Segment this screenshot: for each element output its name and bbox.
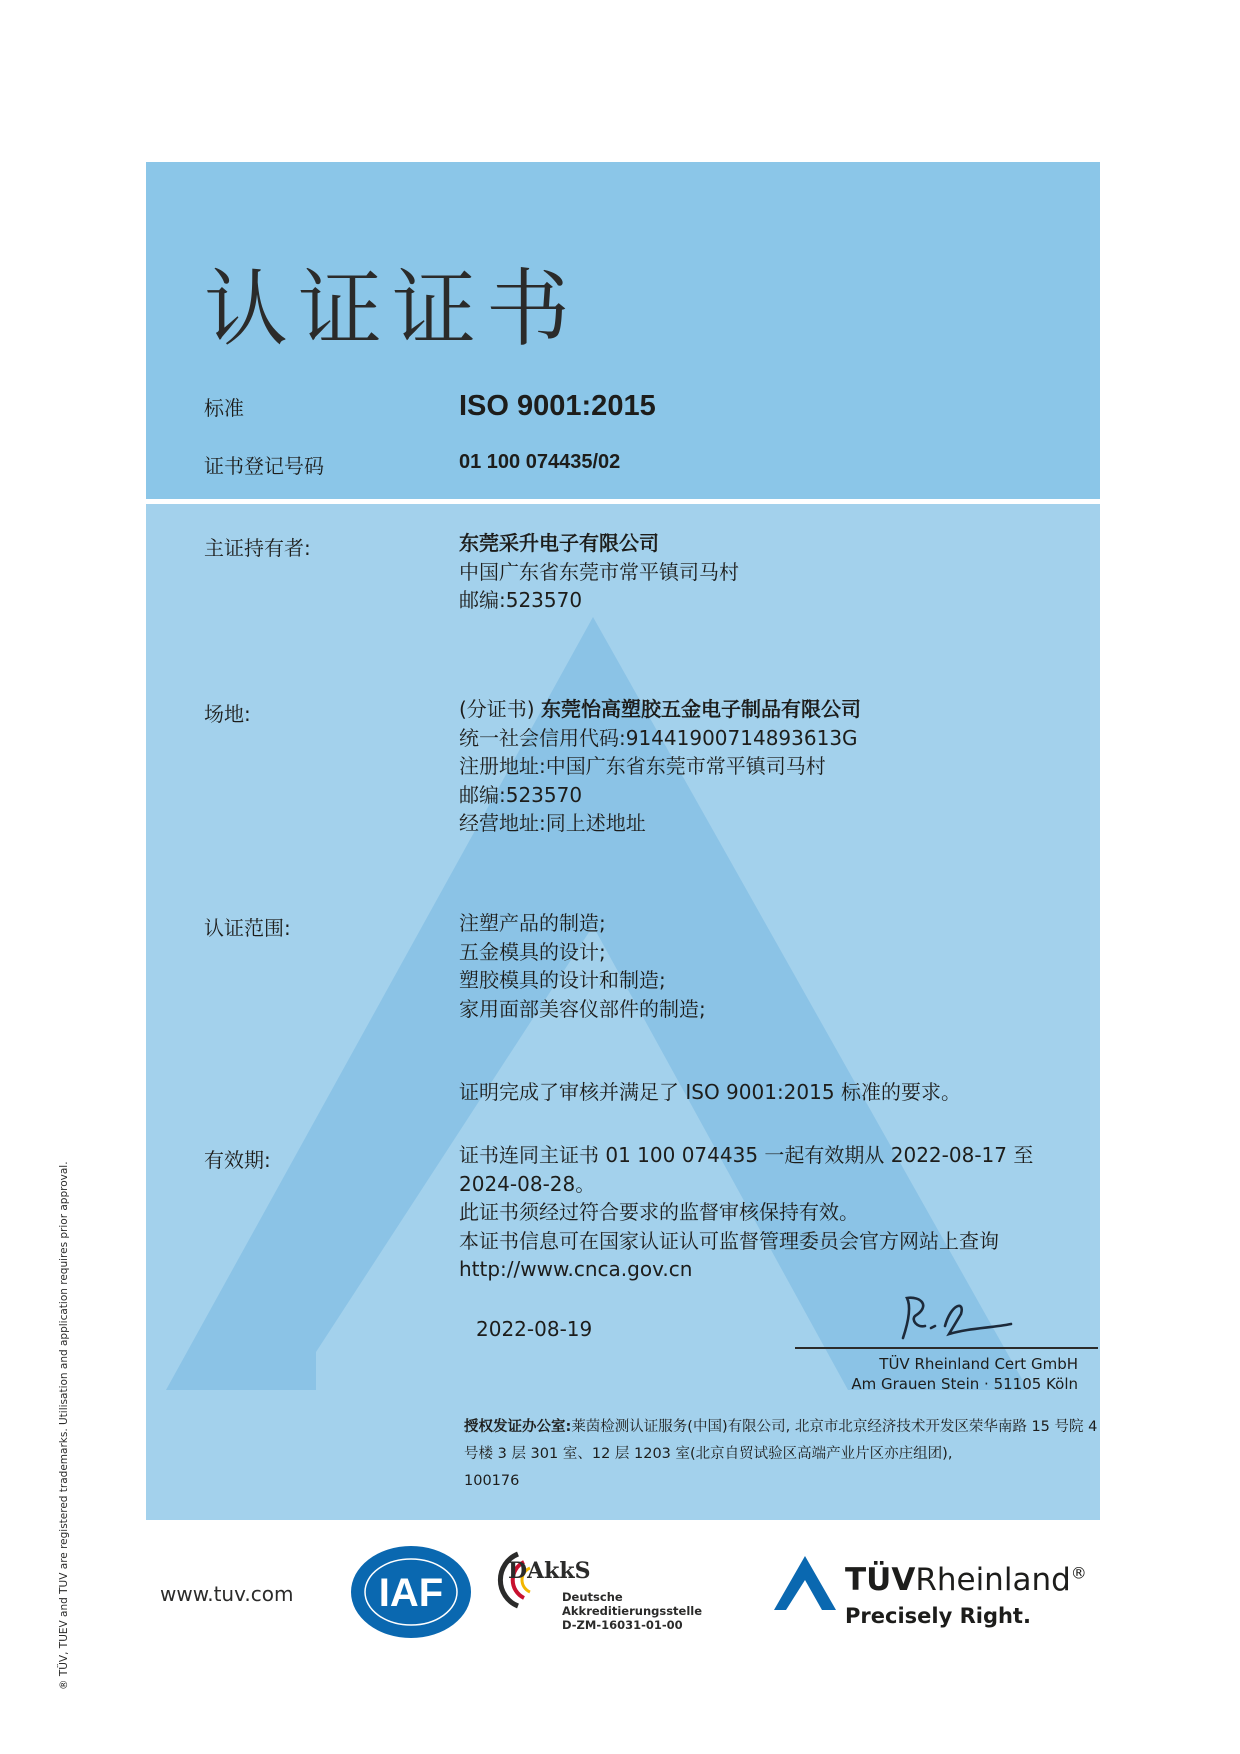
scope-label: 认证范围: [204,916,291,940]
site-label: 场地: [204,702,251,726]
scope-item: 塑胶模具的设计和制造; [459,968,666,992]
iaf-text: IAF [378,1571,444,1615]
validity-line: 此证书须经过符合要求的监督审核保持有效。 [459,1200,859,1224]
website-link[interactable]: www.tuv.com [160,1582,294,1606]
site-business-address: 经营地址:同上述地址 [459,811,646,835]
holder-block [459,529,739,615]
issue-date: 2022-08-19 [476,1317,593,1341]
dakks-subtitle [562,1590,702,1632]
dakks-line: Deutsche [562,1590,623,1604]
dakks-line: Akkreditierungsstelle [562,1604,703,1618]
holder-postcode: 邮编:523570 [459,588,583,612]
tuv-triangle-icon [772,1554,838,1612]
office-label: 授权发证办公室: [464,1419,572,1435]
dakks-wordmark: DAkkS [508,1558,591,1584]
dakks-code: D-ZM-16031-01-00 [562,1618,683,1632]
site-postcode: 邮编:523570 [459,782,583,807]
issuer-address: Am Grauen Stein · 51105 Köln [851,1375,1078,1393]
validity-line: 证书连同主证书 01 100 074435 一起有效期从 2022-08-17 至 [459,1143,1034,1167]
iaf-logo-icon [349,1544,473,1640]
validity-line: 本证书信息可在国家认证认可监督管理委员会官方网站上查询 [459,1228,999,1253]
office-text: 莱茵检测认证服务(中国)有限公司, 北京市北京经济技术开发区荣华南路 15 号院 4 号楼 3 层 301 室、12 层 1203 室(北京自贸试验区高端产业片区亦庄组团), [464,1419,1098,1462]
validity-line: 2024-08-28。 [459,1171,596,1196]
tuv-registered: ® [1070,1563,1087,1583]
tuv-word-bold: TÜV [845,1562,916,1598]
certificate-title: 认证证书 [204,260,581,358]
issuer-block [851,1354,1078,1394]
cnca-url: http://www.cnca.gov.cn [459,1257,693,1281]
compliance-statement: 证明完成了审核并满足了 ISO 9001:2015 标准的要求。 [459,1080,961,1104]
issuer-name: TÜV Rheinland Cert GmbH [879,1355,1078,1373]
standard-value: ISO 9001:2015 [459,390,656,422]
site-registered-address: 注册地址:中国广东省东莞市常平镇司马村 [459,754,826,778]
registration-label: 证书登记号码 [204,454,324,478]
tuv-tagline: Precisely Right. [845,1604,1031,1628]
site-prefix: (分证书) [459,697,535,721]
tuv-wordmark [845,1562,1087,1598]
scope-block [459,909,706,1023]
holder-company: 东莞采升电子有限公司 [459,531,659,555]
signature [891,1290,1021,1350]
standard-label: 标准 [204,396,244,420]
holder-address: 中国广东省东莞市常平镇司马村 [459,559,739,584]
scope-item: 五金模具的设计; [459,939,606,964]
certificate-panel [146,162,1100,1520]
scope-item: 家用面部美容仪部件的制造; [459,996,706,1021]
site-credit-code: 统一社会信用代码:91441900714893613G [459,725,858,750]
registration-number: 01 100 074435/02 [459,451,621,473]
validity-block [459,1141,1033,1284]
site-company: 东莞怡高塑胶五金电子制品有限公司 [540,697,861,721]
office-postcode: 100176 [464,1473,520,1489]
issuing-office [464,1414,1100,1495]
validity-label: 有效期: [204,1148,271,1172]
scope-item: 注塑产品的制造; [459,911,606,935]
tuv-word-rest: Rheinland [915,1562,1071,1598]
holder-label: 主证持有者: [204,536,311,560]
trademark-note: ® TÜV, TUEV and TUV are registered trademarks. Utilisation and application requires prior approval. [58,1161,70,1690]
site-block [459,695,861,838]
signature-line [795,1347,1098,1349]
